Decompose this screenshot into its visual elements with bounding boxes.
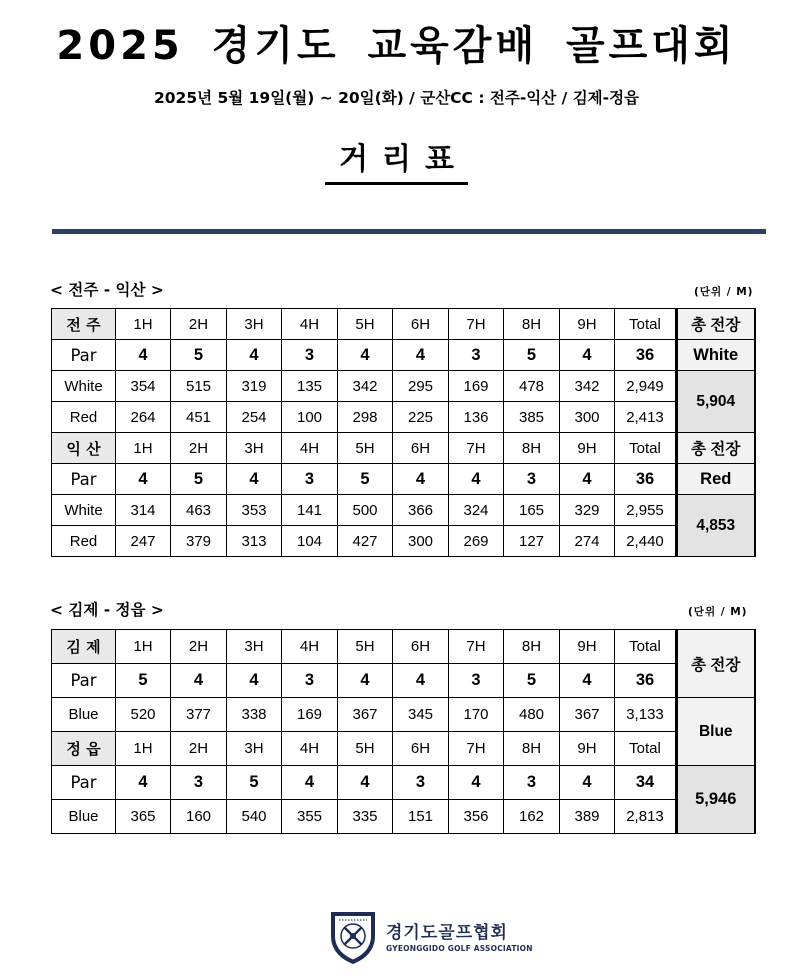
table-cell: 319 [227, 371, 282, 402]
table-cell: 313 [227, 526, 282, 557]
table-cell: 4 [227, 340, 282, 371]
table-cell: 4 [449, 464, 504, 495]
hole-header: 5H [338, 309, 393, 340]
table-cell: 335 [338, 800, 393, 834]
table-row [52, 495, 755, 526]
hole-header: 2H [171, 630, 227, 664]
hole-header: 3H [227, 732, 282, 766]
total-header: Total [615, 433, 677, 464]
header-divider [52, 229, 766, 234]
total-length-value: 5,946 [677, 766, 755, 834]
table-cell: 367 [338, 698, 393, 732]
hole-header: 7H [449, 309, 504, 340]
table-cell: 5 [338, 464, 393, 495]
table-cell: 104 [282, 526, 338, 557]
table-cell: 4 [560, 664, 615, 698]
total-header: Total [615, 309, 677, 340]
table-cell: 451 [171, 402, 227, 433]
table-cell: 3 [282, 340, 338, 371]
table-cell: 4 [393, 664, 449, 698]
table-cell: 3 [171, 766, 227, 800]
tee-label-red: Red [677, 464, 755, 495]
table-cell: 298 [338, 402, 393, 433]
hole-header: 6H [393, 433, 449, 464]
table-cell: 160 [171, 800, 227, 834]
table-cell: 342 [338, 371, 393, 402]
table-cell: 356 [449, 800, 504, 834]
table-cell: 295 [393, 371, 449, 402]
hole-header: 5H [338, 630, 393, 664]
hole-header: 8H [504, 630, 560, 664]
total-length-label: 총 전장 [677, 309, 755, 340]
table-cell: 264 [116, 402, 171, 433]
course-name-gimje: 김 제 [52, 630, 116, 664]
table-cell: 365 [116, 800, 171, 834]
table-cell: 100 [282, 402, 338, 433]
table-cell: 4 [171, 664, 227, 698]
distance-table-jeonju-iksan [51, 308, 756, 557]
total-length-value: 5,904 [677, 371, 755, 433]
table-cell: 4 [338, 664, 393, 698]
table-cell: 135 [282, 371, 338, 402]
table-cell: 4 [338, 766, 393, 800]
table-cell: 389 [560, 800, 615, 834]
table-cell: 3 [504, 464, 560, 495]
hole-header: 8H [504, 433, 560, 464]
row-label-white: White [52, 495, 116, 526]
table-cell: 354 [116, 371, 171, 402]
table-cell: 3 [282, 464, 338, 495]
association-name-en: GYEONGGIDO GOLF ASSOCIATION [386, 944, 533, 953]
table-cell: 127 [504, 526, 560, 557]
row-label-red: Red [52, 526, 116, 557]
hole-header: 9H [560, 309, 615, 340]
course-name-iksan: 익 산 [52, 433, 116, 464]
hole-header: 4H [282, 630, 338, 664]
row-label-par: Par [52, 464, 116, 495]
hole-header: 1H [116, 309, 171, 340]
table-cell: 3 [393, 766, 449, 800]
table-cell: 254 [227, 402, 282, 433]
table-row [52, 800, 755, 834]
table-header-row [52, 309, 755, 340]
table-cell: 162 [504, 800, 560, 834]
hole-header: 7H [449, 433, 504, 464]
table-header-row [52, 732, 755, 766]
table-row [52, 371, 755, 402]
event-subtitle: 2025년 5월 19일(월) ~ 20일(화) / 군산CC : 전주-익산 / 김제-정읍 [153, 89, 640, 107]
table-row [52, 464, 755, 495]
hole-header: 6H [393, 732, 449, 766]
table-cell: 2,813 [615, 800, 677, 834]
total-length-label: 총 전장 [677, 630, 755, 698]
hole-header: 2H [171, 433, 227, 464]
row-label-par: Par [52, 664, 116, 698]
table-cell: 141 [282, 495, 338, 526]
table-cell: 329 [560, 495, 615, 526]
hole-header: 9H [560, 433, 615, 464]
hole-header: 4H [282, 433, 338, 464]
table-cell: 4 [116, 766, 171, 800]
table-cell: 4 [227, 464, 282, 495]
total-length-label: 총 전장 [677, 433, 755, 464]
table-cell: 2,949 [615, 371, 677, 402]
hole-header: 9H [560, 630, 615, 664]
table-cell: 4 [560, 766, 615, 800]
table-header-row [52, 433, 755, 464]
table-cell: 478 [504, 371, 560, 402]
hole-header: 2H [171, 732, 227, 766]
row-label-blue: Blue [52, 800, 116, 834]
hole-header: 3H [227, 630, 282, 664]
unit-label: (단위 / M) [694, 286, 754, 298]
table-cell: 151 [393, 800, 449, 834]
hole-header: 2H [171, 309, 227, 340]
total-length-value: 4,853 [677, 495, 755, 557]
table-cell: 169 [282, 698, 338, 732]
table-cell: 379 [171, 526, 227, 557]
table-cell: 300 [560, 402, 615, 433]
table-cell: 225 [393, 402, 449, 433]
table-cell: 515 [171, 371, 227, 402]
hole-header: 5H [338, 433, 393, 464]
table-cell: 3 [504, 766, 560, 800]
table-row [52, 664, 755, 698]
table-cell: 4 [560, 340, 615, 371]
hole-header: 1H [116, 433, 171, 464]
golf-association-emblem-icon [327, 908, 379, 966]
table-cell: 36 [615, 664, 677, 698]
hole-header: 4H [282, 309, 338, 340]
row-label-red: Red [52, 402, 116, 433]
table-cell: 377 [171, 698, 227, 732]
table-cell: 367 [560, 698, 615, 732]
table-cell: 2,440 [615, 526, 677, 557]
hole-header: 5H [338, 732, 393, 766]
table-cell: 36 [615, 464, 677, 495]
table-cell: 4 [560, 464, 615, 495]
distance-table-heading: 거리표 [0, 142, 793, 185]
tee-label-white: White [677, 340, 755, 371]
table-cell: 463 [171, 495, 227, 526]
table-cell: 480 [504, 698, 560, 732]
table-row [52, 698, 755, 732]
course-name-jeonju: 전 주 [52, 309, 116, 340]
table-cell: 324 [449, 495, 504, 526]
table-cell: 4 [393, 464, 449, 495]
table-cell: 5 [171, 340, 227, 371]
table-cell: 5 [227, 766, 282, 800]
tee-label-blue: Blue [677, 698, 755, 766]
table-cell: 5 [171, 464, 227, 495]
table-cell: 4 [338, 340, 393, 371]
table-cell: 247 [116, 526, 171, 557]
table-row [52, 402, 755, 433]
hole-header: 3H [227, 309, 282, 340]
hole-header: 7H [449, 732, 504, 766]
table-cell: 4 [449, 766, 504, 800]
table-cell: 4 [393, 340, 449, 371]
hole-header: 7H [449, 630, 504, 664]
table-row [52, 526, 755, 557]
row-label-par: Par [52, 340, 116, 371]
row-label-par: Par [52, 766, 116, 800]
association-logo [386, 918, 533, 953]
row-label-blue: Blue [52, 698, 116, 732]
table-cell: 540 [227, 800, 282, 834]
unit-label: (단위 / M) [688, 606, 748, 618]
table-cell: 3 [449, 340, 504, 371]
hole-header: 6H [393, 630, 449, 664]
table-cell: 338 [227, 698, 282, 732]
table-cell: 269 [449, 526, 504, 557]
table-cell: 170 [449, 698, 504, 732]
table-cell: 3 [449, 664, 504, 698]
table-cell: 353 [227, 495, 282, 526]
table-cell: 4 [282, 766, 338, 800]
table-cell: 427 [338, 526, 393, 557]
hole-header: 8H [504, 309, 560, 340]
row-label-white: White [52, 371, 116, 402]
table-row [52, 340, 755, 371]
table-cell: 2,413 [615, 402, 677, 433]
table-cell: 274 [560, 526, 615, 557]
table-cell: 5 [116, 664, 171, 698]
hole-header: 1H [116, 732, 171, 766]
table-cell: 345 [393, 698, 449, 732]
table-cell: 4 [227, 664, 282, 698]
association-name-ko: 경기도골프협회 [386, 923, 508, 943]
course-name-jeongeup: 정 읍 [52, 732, 116, 766]
hole-header: 9H [560, 732, 615, 766]
table-cell: 520 [116, 698, 171, 732]
table-cell: 500 [338, 495, 393, 526]
hole-header: 8H [504, 732, 560, 766]
table-cell: 5 [504, 664, 560, 698]
hole-header: 4H [282, 732, 338, 766]
table-cell: 3,133 [615, 698, 677, 732]
page-title: 2025 경기도 교육감배 골프대회 [56, 23, 737, 69]
hole-header: 1H [116, 630, 171, 664]
table-cell: 136 [449, 402, 504, 433]
hole-header: 6H [393, 309, 449, 340]
table-cell: 342 [560, 371, 615, 402]
table-cell: 5 [504, 340, 560, 371]
distance-table-gimje-jeongeup [51, 629, 756, 834]
table-cell: 4 [116, 340, 171, 371]
table-cell: 36 [615, 340, 677, 371]
table-cell: 385 [504, 402, 560, 433]
table-cell: 300 [393, 526, 449, 557]
table-cell: 314 [116, 495, 171, 526]
table-header-row [52, 630, 755, 664]
table-cell: 355 [282, 800, 338, 834]
hole-header: 3H [227, 433, 282, 464]
total-header: Total [615, 630, 677, 664]
table-cell: 4 [116, 464, 171, 495]
table-cell: 3 [282, 664, 338, 698]
section-label-jeonju-iksan: < 전주 - 익산 > [50, 281, 164, 299]
total-header: Total [615, 732, 677, 766]
section-label-gimje-jeongeup: < 김제 - 정읍 > [50, 601, 164, 619]
table-cell: 34 [615, 766, 677, 800]
table-cell: 169 [449, 371, 504, 402]
table-row [52, 766, 755, 800]
table-cell: 165 [504, 495, 560, 526]
table-cell: 366 [393, 495, 449, 526]
table-cell: 2,955 [615, 495, 677, 526]
